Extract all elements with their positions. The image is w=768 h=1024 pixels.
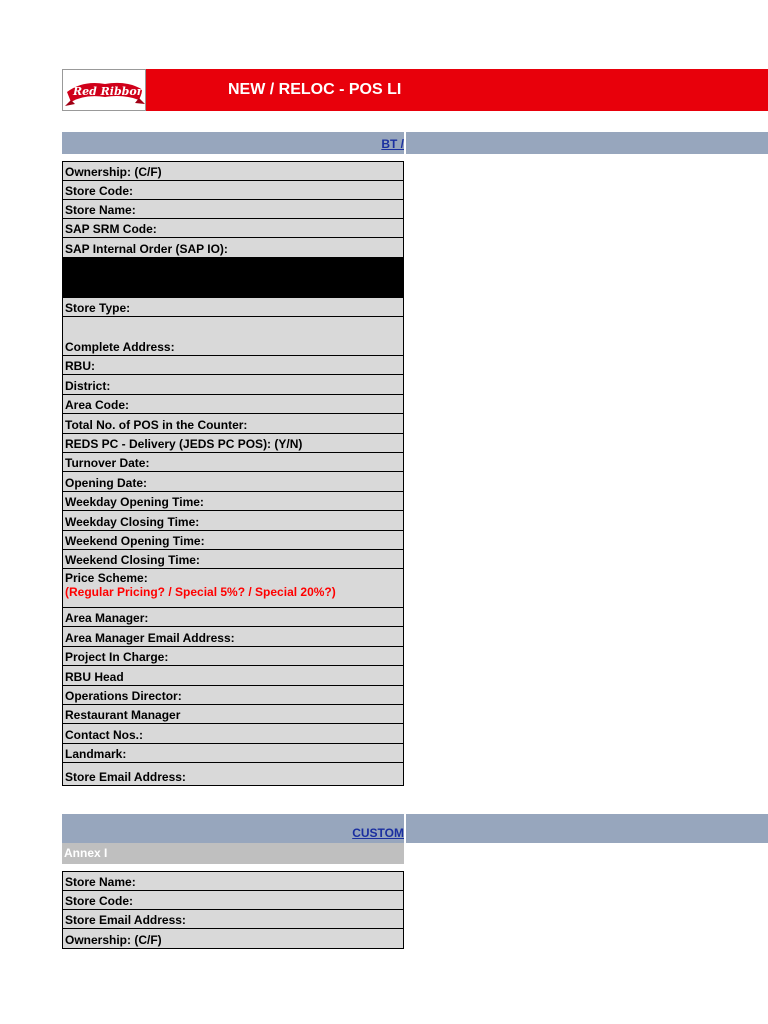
store-info-redacted-row bbox=[62, 258, 404, 298]
store-info-row[interactable] bbox=[62, 434, 404, 453]
price-scheme-note: (Regular Pricing? / Special 5%? / Special 20%?) bbox=[65, 585, 336, 599]
store-info-row[interactable] bbox=[62, 161, 404, 181]
annex-row[interactable] bbox=[62, 929, 404, 949]
store-info-row[interactable] bbox=[62, 647, 404, 666]
store-info-row[interactable] bbox=[62, 453, 404, 472]
section-header-band-2 bbox=[62, 814, 768, 843]
store-info-row[interactable] bbox=[62, 492, 404, 511]
section-link-custom[interactable]: CUSTOM bbox=[352, 826, 404, 840]
field-label: Area Manager Email Address: bbox=[65, 631, 235, 645]
band-divider-2 bbox=[404, 814, 406, 843]
svg-text:Red Ribbon: Red Ribbon bbox=[73, 85, 145, 98]
store-info-row[interactable] bbox=[62, 298, 404, 317]
field-label: SAP Internal Order (SAP IO): bbox=[65, 242, 228, 256]
annex-row[interactable] bbox=[62, 871, 404, 891]
store-info-row[interactable] bbox=[62, 744, 404, 763]
field-label: Store Code: bbox=[65, 894, 134, 908]
field-label: Store Name: bbox=[65, 875, 136, 889]
field-label: Complete Address: bbox=[65, 340, 175, 354]
store-info-row[interactable] bbox=[62, 550, 404, 569]
section-link-bt[interactable]: BT / bbox=[381, 137, 404, 151]
field-label: Store Type: bbox=[65, 301, 131, 315]
store-info-row[interactable] bbox=[62, 511, 404, 531]
store-info-row[interactable] bbox=[62, 472, 404, 492]
store-info-row[interactable] bbox=[62, 724, 404, 744]
store-info-row[interactable] bbox=[62, 608, 404, 627]
field-label: RBU: bbox=[65, 359, 95, 373]
annex-row[interactable] bbox=[62, 910, 404, 929]
store-info-row[interactable] bbox=[62, 627, 404, 647]
field-label: Price Scheme: bbox=[65, 571, 148, 585]
field-label: Opening Date: bbox=[65, 476, 148, 490]
section-header-band bbox=[62, 132, 768, 154]
store-info-row[interactable] bbox=[62, 395, 404, 414]
header-bar bbox=[62, 69, 768, 111]
field-label: Area Code: bbox=[65, 398, 130, 412]
field-label: Store Name: bbox=[65, 203, 136, 217]
field-label: Store Email Address: bbox=[65, 913, 186, 927]
band-divider bbox=[404, 132, 406, 154]
field-label: Ownership: (C/F) bbox=[65, 933, 162, 947]
field-label: Area Manager: bbox=[65, 611, 149, 625]
annex-row[interactable] bbox=[62, 891, 404, 910]
store-info-row[interactable] bbox=[62, 531, 404, 550]
field-label: Weekday Opening Time: bbox=[65, 495, 204, 509]
field-label: Weekend Closing Time: bbox=[65, 553, 200, 567]
store-info-row[interactable] bbox=[62, 569, 404, 608]
field-label: Operations Director: bbox=[65, 689, 182, 703]
store-info-row[interactable] bbox=[62, 317, 404, 356]
store-info-row[interactable] bbox=[62, 666, 404, 686]
store-info-row[interactable] bbox=[62, 200, 404, 219]
store-info-row[interactable] bbox=[62, 219, 404, 238]
annex-label: Annex I bbox=[62, 843, 404, 864]
field-label: Weekend Opening Time: bbox=[65, 534, 205, 548]
store-info-row[interactable] bbox=[62, 686, 404, 705]
field-label: Store Email Address: bbox=[65, 770, 186, 784]
store-info-row[interactable] bbox=[62, 414, 404, 434]
field-label: Turnover Date: bbox=[65, 456, 150, 470]
field-label: Restaurant Manager bbox=[65, 708, 181, 722]
field-label: Landmark: bbox=[65, 747, 127, 761]
page-title: NEW / RELOC - POS LI bbox=[228, 81, 402, 98]
store-info-row[interactable] bbox=[62, 238, 404, 258]
red-ribbon-logo bbox=[62, 69, 146, 111]
price-scheme-block bbox=[65, 571, 336, 599]
store-info-row[interactable] bbox=[62, 356, 404, 375]
field-label: RBU Head bbox=[65, 670, 124, 684]
store-info-row[interactable] bbox=[62, 705, 404, 724]
field-label: Ownership: (C/F) bbox=[65, 165, 162, 179]
field-label: Store Code: bbox=[65, 184, 134, 198]
field-label: Weekday Closing Time: bbox=[65, 515, 200, 529]
field-label: District: bbox=[65, 379, 111, 393]
field-label: Project In Charge: bbox=[65, 650, 169, 664]
store-info-row[interactable] bbox=[62, 181, 404, 200]
store-info-row[interactable] bbox=[62, 763, 404, 786]
store-info-row[interactable] bbox=[62, 375, 404, 395]
field-label: SAP SRM Code: bbox=[65, 222, 157, 236]
field-label: Total No. of POS in the Counter: bbox=[65, 418, 248, 432]
field-label: REDS PC - Delivery (JEDS PC POS): (Y/N) bbox=[65, 437, 303, 451]
field-label: Contact Nos.: bbox=[65, 728, 143, 742]
